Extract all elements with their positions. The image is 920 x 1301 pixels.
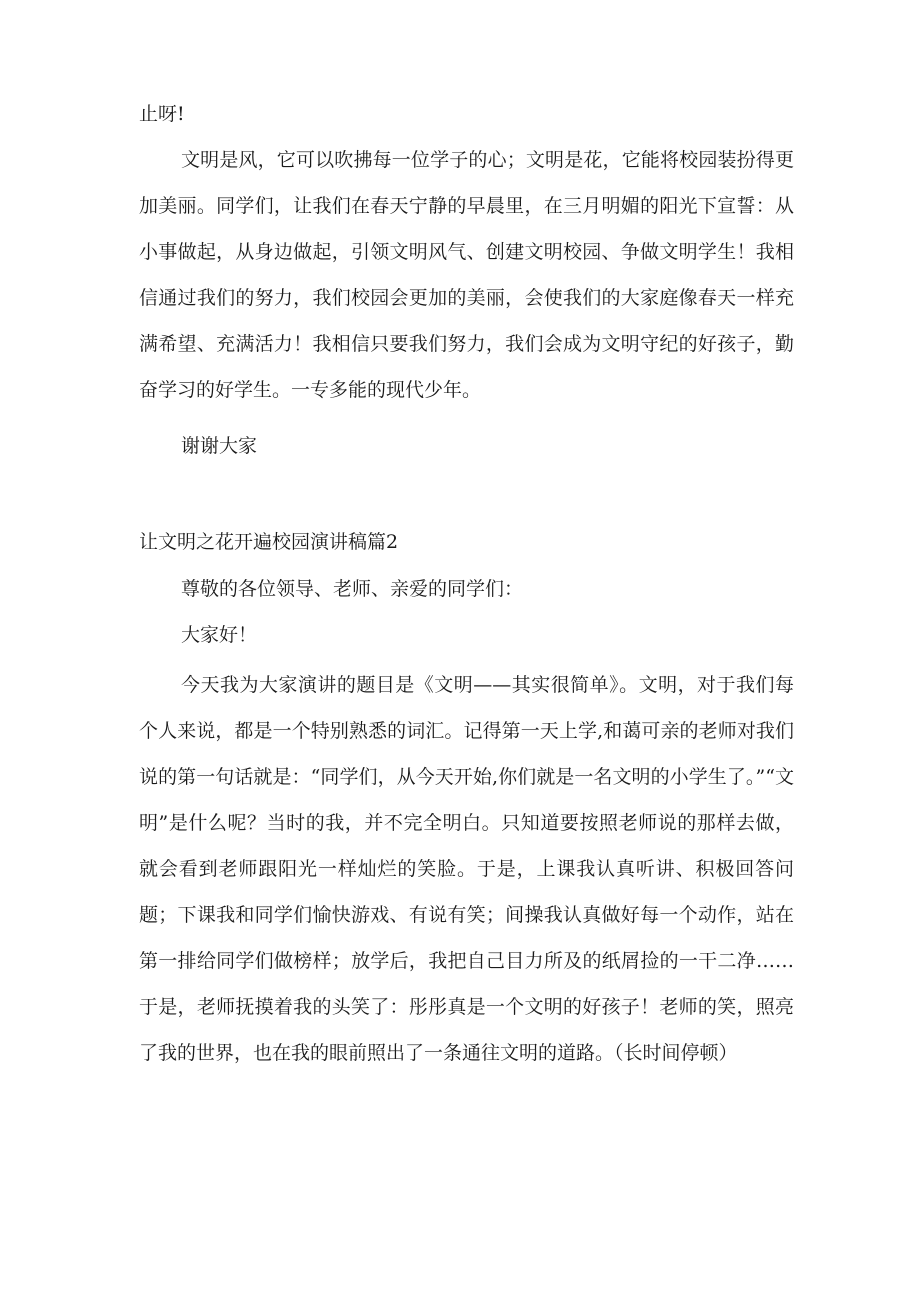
greeting: 大家好！ bbox=[181, 624, 258, 646]
paragraph-speech-topic: 今天我为大家演讲的题目是《文明——其实很简单》。文明，对于我们每个人来说，都是一个特别熟悉的词汇。记得第一天上学,和蔼可亲的老师对我们说的第一句话就是：“同学们，从今天开始,你们就是一名文明的小学生了。”“文明”是什么呢？当时的我，并不完全明白。只知道要按照老师说的那样去做，就会看到老师跟阳光一样灿烂的笑脸。于是，上课我认真听讲、积极回答问题；下课我和同学们愉快游戏、有说有笑；间操我认真做好每一个动作，站在第一排给同学们做榜样；放学后，我把自己目力所及的纸屑捡的一干二净……于是，老师抚摸着我的头笑了：彤彤真是一个文明的好孩子！老师的笑，照亮了我的世界，也在我的眼前照出了一条通往文明的道路。（长时间停顿） bbox=[139, 674, 794, 1064]
paragraph-civilization-wind-flower: 文明是风，它可以吹拂每一位学子的心；文明是花，它能将校园装扮得更加美丽。同学们，让我们在春天宁静的早晨里，在三月明媚的阳光下宣誓：从小事做起，从身边做起，引领文明风气、创建文明校园、争做文明学生！我相信通过我们的努力，我们校园会更加的美丽，会使我们的大家庭像春天一样充满希望、充满活力！我相信只要我们努力，我们会成为文明守纪的好孩子，勤奋学习的好学生。一专多能的现代少年。 bbox=[139, 149, 794, 401]
section-title: 让文明之花开遍校园演讲稿篇2 bbox=[139, 531, 399, 553]
salutation: 尊敬的各位领导、老师、亲爱的同学们： bbox=[181, 578, 524, 600]
continued-text: 止呀! bbox=[139, 103, 185, 125]
thanks-line: 谢谢大家 bbox=[181, 435, 258, 457]
